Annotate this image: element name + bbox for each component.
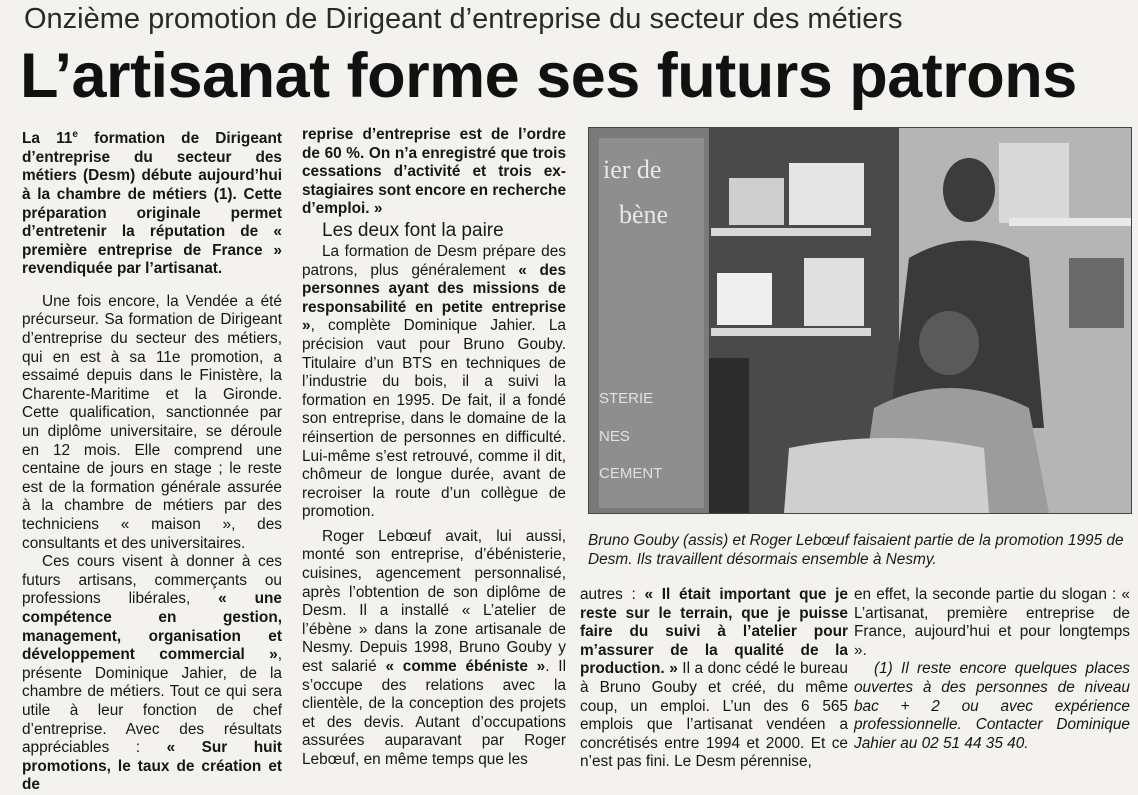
lead-sup: e	[72, 129, 78, 140]
column-4	[854, 586, 1130, 776]
photo-sign-1: ier de	[603, 155, 662, 184]
col2-p2-a: Roger Lebœuf avait, lui aussi, monté son entreprise, d’ébénisterie, cuisines, agencement personnalisé, après l’obtention de son diplôme de Desm. Il a installé « L’atelier de l’ébène » dans la zone artisanale de Nesmy. Depuis 1998, Bruno Gouby y est salarié	[302, 527, 566, 676]
col4-paragraph: en effet, la seconde partie du slogan : « L’artisanat, première entreprise de France, aujourd’hui et pour longtemps ».	[854, 586, 1130, 659]
photo-sign-4: NES	[599, 428, 630, 445]
col3-quote: « Il était important que je reste sur le terrain, que je puisse faire du suivi à l’atelier pour m’assurer de la qualité de la production. »	[580, 586, 848, 678]
col2-p1-c: , complète Dominique Jahier. La précision vaut pour Bruno Gouby. Titulaire d’un BTS en techniques de l’industrie du bois, il a suivi la formation en 1995. De fait, il a fondé son entreprise, dans le domaine de la réinsertion de personnes en difficulté. Lui-même s’est retrouvé, comme il dit, chômeur de longue durée, avant de recroiser la route d’un collègue de promotion.	[302, 317, 566, 521]
col1-paragraph-2	[22, 553, 282, 795]
col2-p1-quote: « des personnes ayant des missions de responsabilité en petite entreprise »	[302, 261, 567, 335]
article-photo	[588, 127, 1132, 514]
col1-paragraph-1: Une fois encore, la Vendée a été précurseur. Sa formation de Dirigeant d’entreprise du secteur des métiers, qui en est à sa 11e promotion, a essaimé depuis dans le Finistère, la Charente-Maritime et la Gironde. Cette qualification, sanctionnée par un diplôme universitaire, se déroule en 12 mois. Elle comprend une centaine de jours en stage ; le reste est de la formation générale assurée à la chambre de métiers par des techniciens « maison », des consultants et des universitaires.	[22, 292, 282, 552]
col1-p2-a: Ces cours visent à donner à ces futurs artisans, commerçants ou professions libérales,	[22, 553, 282, 608]
col1-p2-c: , présente Dominique Jahier, de la chambre de métiers. Tout ce qui sera utile à leur fonction de chef d’entreprise. Avec des résultats appréciables :	[22, 646, 282, 757]
lead-paragraph	[22, 126, 282, 279]
column-2	[302, 126, 566, 776]
photo-sign-3: STERIE	[599, 390, 654, 407]
photo-caption: Bruno Gouby (assis) et Roger Lebœuf faisaient partie de la promotion 1995 de Desm. Ils travaillent désormais ensemble à Nesmy.	[588, 532, 1124, 568]
col3-a: autres :	[580, 586, 645, 603]
col2-p2-quote: « comme ébéniste »	[385, 658, 546, 676]
col2-p2-c: . Il s’occupe des relations avec la clientèle, de la conception des projets et des devis. Autant d’occupations assurées auparavant par Roger Lebœuf, en même temps que les	[302, 658, 567, 768]
col2-paragraph-2	[302, 528, 566, 770]
photo-sign-2: bène	[619, 200, 669, 229]
footnote: (1) Il reste encore quelques places ouvertes à des personnes de niveau bac + 2 ou avec expérience professionnelle. Contacter Dominique Jahier au 02 51 44 35 40.	[854, 660, 1130, 752]
column-1	[22, 126, 282, 794]
overtitle: Onzième promotion de Dirigeant d’entreprise du secteur des métiers	[24, 3, 903, 35]
photo-illustration	[589, 128, 1131, 513]
col1-p2-quote-2: « Sur huit promotions, le taux de création et de	[22, 739, 282, 794]
col3-c: Il a donc cédé le bureau à Bruno Gouby et créé, du même coup, un emploi. L’un des 6 565 emplois que l’artisanat vendéen a concrétisés entre 1994 et 2000. Et ce n’est pas fini. Le Desm pérennise,	[580, 660, 848, 771]
col1-p2-quote: « une compétence en gestion, management, organisation et développement commercial »	[22, 590, 282, 664]
col2-p1-a: La formation de Desm prépare des patrons, plus généralement	[302, 242, 566, 279]
lead-text-a: La 11	[22, 130, 73, 148]
col3-paragraph	[580, 586, 848, 772]
lead-text-b: formation de Dirigeant d’entreprise du secteur des métiers (Desm) débute aujourd’hui à la chambre de métiers (1). Cette préparation originale permet d’entretenir la réputation de « première entreprise de France » revendiquée par l’artisanat.	[22, 130, 282, 278]
col2-paragraph-1	[302, 243, 566, 522]
col2-top: reprise d’entreprise est de l’ordre de 60 %. On n’a enregistré que trois cessations d’activité et trois ex-stagiaires sont encore en recherche d’emploi. »	[302, 126, 566, 218]
column-3	[580, 586, 848, 776]
headline: L’artisanat forme ses futurs patrons	[20, 41, 1077, 111]
photo-sign-5: CEMENT	[599, 465, 663, 482]
subtitle: Les deux font la paire	[322, 219, 504, 241]
